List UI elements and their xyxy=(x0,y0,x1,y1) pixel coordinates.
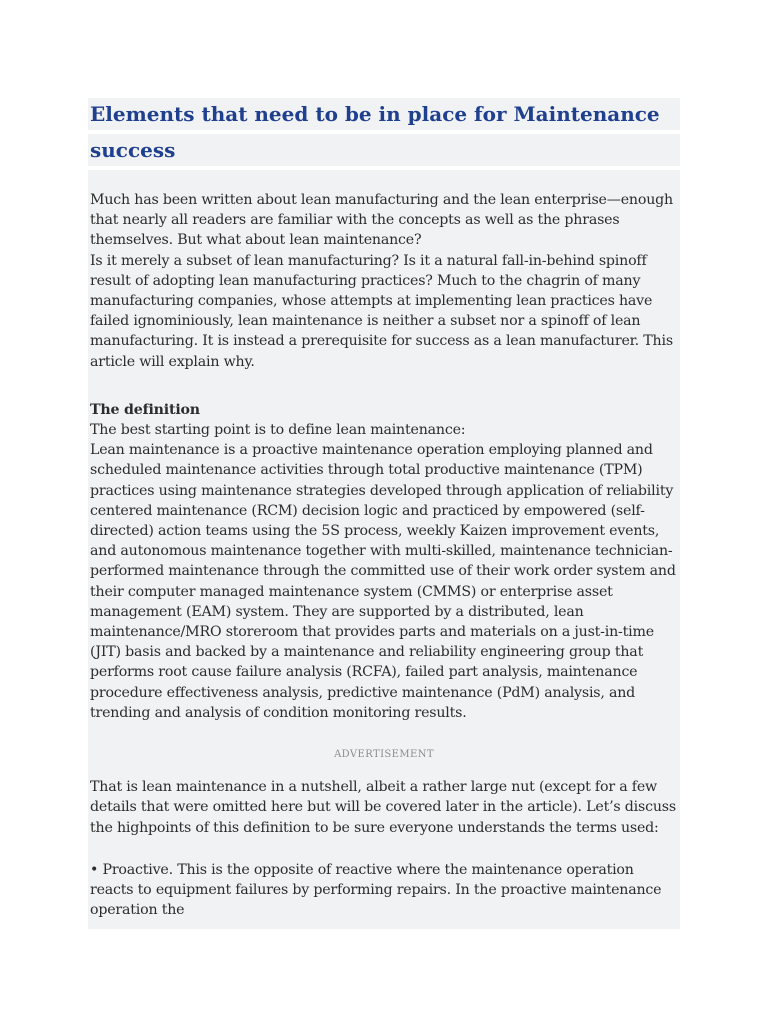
spacer xyxy=(90,372,678,400)
definition-heading: The definition xyxy=(90,401,200,418)
article-body xyxy=(88,170,680,929)
bullet-proactive: • Proactive. This is the opposite of reactive where the maintenance operation reacts to equipment failures by performing repairs. In the proactive maintenance operation the xyxy=(90,861,662,919)
nutshell-paragraph: That is lean maintenance in a nutshell, albeit a rather large nut (except for a few details that were omitted here but will be covered later in the article). Let’s discuss the highpoints of this definition to be sure everyone understands the terms used: xyxy=(90,779,676,836)
intro-paragraph-1: Much has been written about lean manufacturing and the lean enterprise—enough that nearly all readers are familiar with the concepts as well as the phrases themselves. But what about lean maintenance? xyxy=(90,192,673,249)
article-title-line-2: success xyxy=(88,134,680,166)
definition-intro: The best starting point is to define lean maintenance: xyxy=(90,422,466,439)
intro-paragraph-2: Is it merely a subset of lean manufacturing? Is it a natural fall-in-behind spinoff result of adopting lean manufacturing practices? Much to the chagrin of many manufacturing companies, whose attempts at implementing lean practices have failed ignominiously, lean maintenance is neither a subset nor a spinoff of lean manufacturing. It is instead a prerequisite for success as a lean manufacturer. This article will explain why. xyxy=(90,252,673,370)
article xyxy=(88,98,680,919)
spacer xyxy=(90,838,678,860)
definition-body: Lean maintenance is a proactive maintenance operation employing planned and scheduled maintenance activities through total productive maintenance (TPM) practices using maintenance strategies developed through application of reliability centered maintenance (RCM) decision logic and practiced by empowered (self-directed) action teams using the 5S process, weekly Kaizen improvement events, and autonomous maintenance together with multi-skilled, maintenance technician-performed maintenance through the committed use of their work order system and their computer managed maintenance system (CMMS) or enterprise asset management (EAM) system. They are supported by a distributed, lean maintenance/MRO storeroom that provides parts and materials on a just-in-time (JIT) basis and backed by a maintenance and reliability engineering group that performs root cause failure analysis (RCFA), failed part analysis, maintenance procedure effectiveness analysis, predictive maintenance (PdM) analysis, and trending and analysis of condition monitoring results. xyxy=(90,442,676,721)
advertisement-label: ADVERTISEMENT xyxy=(334,749,434,761)
article-title-line-1: Elements that need to be in place for Maintenance xyxy=(88,98,680,130)
